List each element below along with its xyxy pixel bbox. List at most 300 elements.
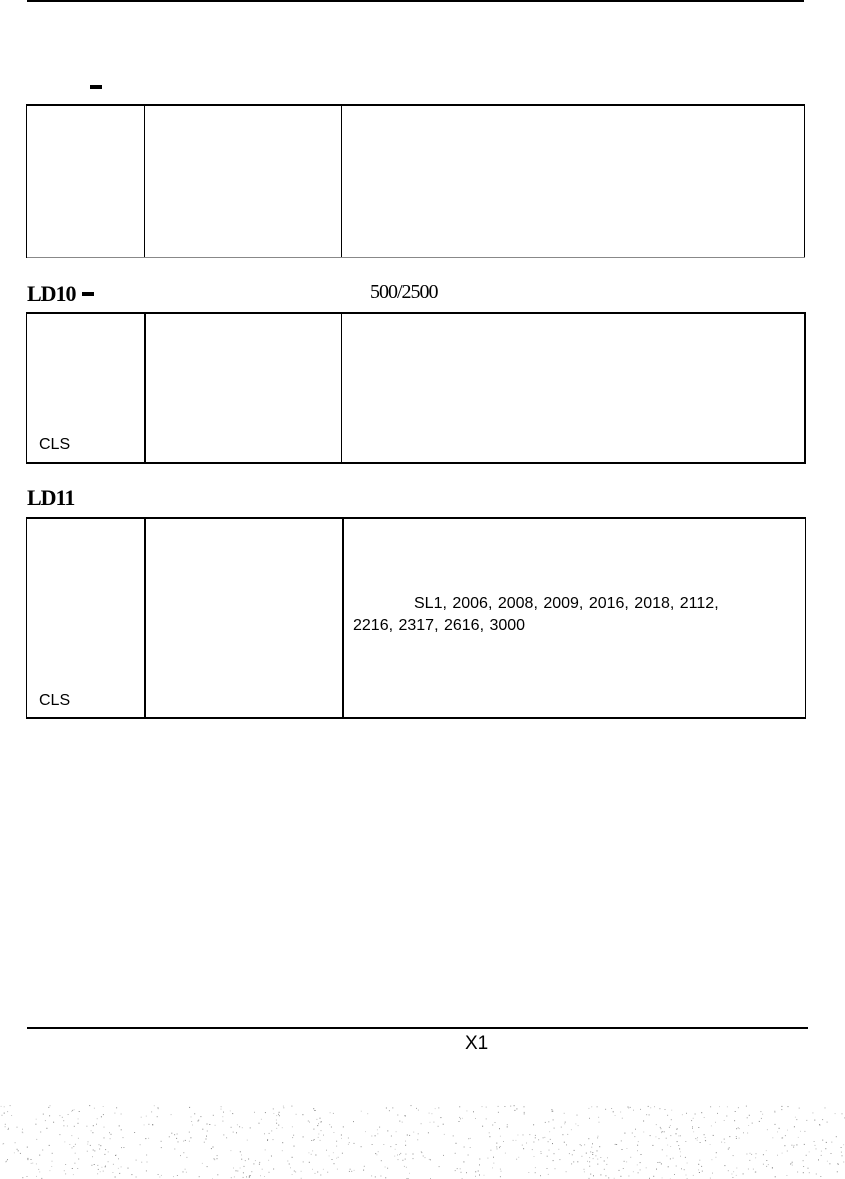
noise-speck [717, 1113, 718, 1114]
noise-speck [94, 1108, 95, 1109]
noise-speck [698, 1127, 699, 1128]
noise-speck [800, 1131, 801, 1132]
noise-speck [350, 1169, 351, 1170]
noise-speck [239, 1126, 240, 1127]
noise-speck [680, 1151, 681, 1152]
noise-speck [230, 1150, 231, 1151]
noise-speck [5, 1161, 6, 1162]
noise-speck [308, 1121, 309, 1122]
noise-speck [276, 1120, 277, 1121]
noise-speck [215, 1125, 216, 1126]
noise-speck [49, 1170, 50, 1171]
noise-speck [429, 1113, 430, 1114]
noise-speck [767, 1129, 768, 1130]
noise-speck [655, 1136, 656, 1137]
noise-speck [589, 1161, 590, 1162]
noise-speck [691, 1120, 692, 1121]
noise-speck [479, 1164, 480, 1165]
noise-speck [671, 1110, 672, 1111]
noise-speck [240, 1168, 241, 1169]
noise-speck [455, 1153, 456, 1154]
noise-speck [821, 1155, 822, 1156]
noise-speck [443, 1124, 444, 1125]
noise-speck [385, 1177, 386, 1178]
noise-speck [659, 1138, 660, 1139]
noise-speck [329, 1124, 330, 1125]
noise-speck [746, 1154, 747, 1155]
noise-speck [743, 1173, 744, 1174]
noise-speck [484, 1175, 485, 1176]
noise-speck [269, 1172, 270, 1173]
noise-speck [569, 1153, 570, 1154]
noise-speck [309, 1122, 310, 1123]
noise-speck [820, 1176, 821, 1177]
table-left-border [26, 517, 27, 719]
noise-speck [290, 1167, 291, 1168]
noise-speck [213, 1147, 214, 1148]
noise-speck [679, 1148, 680, 1149]
noise-speck [236, 1132, 237, 1133]
noise-speck [375, 1153, 376, 1154]
noise-speck [99, 1144, 100, 1145]
noise-speck [547, 1168, 548, 1169]
noise-speck [822, 1140, 823, 1141]
noise-speck [73, 1174, 74, 1175]
noise-speck [90, 1145, 91, 1146]
noise-speck [662, 1131, 663, 1132]
noise-speck [128, 1168, 129, 1169]
noise-speck [634, 1136, 635, 1137]
noise-speck [178, 1141, 179, 1142]
noise-speck [591, 1147, 592, 1148]
noise-speck [624, 1133, 625, 1134]
noise-speck [759, 1121, 760, 1122]
noise-speck [637, 1150, 638, 1151]
noise-speck [598, 1117, 599, 1118]
noise-speck [148, 1138, 149, 1139]
noise-speck [796, 1119, 797, 1120]
noise-speck [604, 1161, 605, 1162]
noise-speck [444, 1134, 445, 1135]
noise-speck [837, 1171, 838, 1172]
noise-speck [119, 1125, 120, 1126]
noise-speck [697, 1140, 698, 1141]
noise-speck [413, 1158, 414, 1159]
noise-speck [788, 1106, 789, 1107]
noise-speck [233, 1132, 234, 1133]
noise-speck [529, 1134, 530, 1135]
noise-speck [49, 1145, 50, 1146]
noise-speck [377, 1129, 378, 1130]
noise-speck [100, 1171, 101, 1172]
noise-speck [453, 1135, 454, 1136]
noise-speck [593, 1175, 594, 1176]
noise-speck [749, 1115, 750, 1116]
noise-speck [105, 1149, 106, 1150]
noise-speck [552, 1143, 553, 1144]
noise-speck [660, 1127, 661, 1128]
noise-speck [799, 1108, 800, 1109]
noise-speck [348, 1138, 349, 1139]
noise-speck [564, 1142, 565, 1143]
noise-speck [74, 1163, 75, 1164]
noise-speck [289, 1164, 290, 1165]
noise-speck [402, 1160, 403, 1161]
noise-speck [564, 1113, 565, 1114]
noise-speck [792, 1162, 793, 1163]
noise-speck [514, 1110, 515, 1111]
noise-speck [123, 1147, 124, 1148]
noise-speck [398, 1159, 399, 1160]
noise-speck [592, 1152, 593, 1153]
noise-speck [626, 1161, 627, 1162]
noise-speck [566, 1171, 567, 1172]
noise-speck [249, 1177, 250, 1178]
noise-speck [313, 1129, 314, 1130]
noise-speck [53, 1122, 54, 1123]
noise-speck [584, 1169, 585, 1170]
noise-speck [121, 1166, 122, 1167]
noise-speck [620, 1112, 621, 1113]
noise-speck [782, 1137, 783, 1138]
noise-speck [343, 1126, 344, 1127]
noise-speck [630, 1157, 631, 1158]
noise-speck [39, 1171, 40, 1172]
noise-speck [317, 1125, 318, 1126]
noise-speck [504, 1106, 505, 1107]
noise-speck [318, 1134, 319, 1135]
noise-speck [316, 1119, 317, 1120]
noise-speck [247, 1140, 248, 1141]
noise-speck [650, 1135, 651, 1136]
noise-speck [308, 1152, 309, 1153]
noise-speck [748, 1125, 749, 1126]
noise-speck [50, 1105, 51, 1106]
noise-speck [145, 1138, 146, 1139]
noise-speck [693, 1175, 694, 1176]
noise-speck [716, 1152, 717, 1153]
noise-speck [550, 1139, 551, 1140]
noise-speck [338, 1157, 339, 1158]
noise-speck [320, 1175, 321, 1176]
noise-speck [835, 1113, 836, 1114]
noise-speck [265, 1112, 266, 1113]
noise-speck [101, 1167, 102, 1168]
noise-speck [659, 1108, 660, 1109]
noise-speck [20, 1153, 21, 1154]
noise-speck [533, 1142, 534, 1143]
noise-speck [204, 1142, 205, 1143]
noise-speck [736, 1138, 737, 1139]
noise-speck [209, 1124, 210, 1125]
noise-speck [244, 1166, 245, 1167]
noise-speck [200, 1116, 201, 1117]
noise-speck [643, 1132, 644, 1133]
noise-speck [253, 1163, 254, 1164]
noise-speck [405, 1154, 406, 1155]
noise-speck [535, 1167, 536, 1168]
noise-speck [736, 1128, 737, 1129]
noise-speck [118, 1168, 119, 1169]
noise-speck [791, 1145, 792, 1146]
noise-speck [806, 1120, 807, 1121]
noise-speck [755, 1172, 756, 1173]
noise-speck [842, 1113, 843, 1114]
noise-speck [809, 1151, 810, 1152]
noise-speck [597, 1137, 598, 1138]
noise-speck [798, 1137, 799, 1138]
noise-speck [249, 1176, 250, 1177]
noise-speck [391, 1136, 392, 1137]
noise-speck [768, 1164, 769, 1165]
noise-speck [255, 1160, 256, 1161]
noise-speck [365, 1131, 366, 1132]
noise-speck [62, 1117, 63, 1118]
noise-speck [670, 1125, 671, 1126]
noise-speck [22, 1132, 23, 1133]
noise-speck [18, 1150, 19, 1151]
noise-speck [766, 1150, 767, 1151]
noise-speck [254, 1112, 255, 1113]
noise-speck [294, 1146, 295, 1147]
noise-speck [549, 1131, 550, 1132]
noise-speck [541, 1153, 542, 1154]
noise-speck [159, 1177, 160, 1178]
noise-speck [698, 1164, 699, 1165]
noise-speck [710, 1178, 711, 1179]
noise-speck [443, 1155, 444, 1156]
noise-speck [743, 1132, 744, 1133]
noise-speck [217, 1155, 218, 1156]
noise-speck [264, 1133, 265, 1134]
noise-speck [661, 1163, 662, 1164]
noise-speck [475, 1118, 476, 1119]
noise-speck [36, 1139, 37, 1140]
noise-speck [468, 1155, 469, 1156]
noise-speck [652, 1145, 653, 1146]
noise-speck [375, 1135, 376, 1136]
noise-speck [93, 1150, 94, 1151]
noise-speck [342, 1153, 343, 1154]
noise-speck [92, 1132, 93, 1133]
noise-speck [71, 1111, 72, 1112]
noise-speck [578, 1125, 579, 1126]
noise-speck [312, 1150, 313, 1151]
section-subtitle-500-2500: 500/2500 [370, 281, 438, 303]
noise-speck [108, 1161, 109, 1162]
noise-speck [64, 1141, 65, 1142]
noise-speck [67, 1126, 68, 1127]
noise-speck [406, 1167, 407, 1168]
noise-speck [676, 1129, 677, 1130]
noise-speck [562, 1134, 563, 1135]
noise-speck [686, 1113, 687, 1114]
noise-speck [383, 1144, 384, 1145]
noise-speck [678, 1135, 679, 1136]
noise-speck [558, 1149, 559, 1150]
noise-speck [248, 1159, 249, 1160]
noise-speck [676, 1166, 677, 1167]
noise-speck [589, 1166, 590, 1167]
noise-speck [747, 1133, 748, 1134]
noise-speck [385, 1167, 386, 1168]
noise-speck [548, 1141, 549, 1142]
noise-speck [278, 1114, 279, 1115]
noise-speck [336, 1146, 337, 1147]
noise-speck [331, 1127, 332, 1128]
noise-speck [48, 1107, 49, 1108]
noise-speck [524, 1113, 525, 1114]
noise-speck [323, 1135, 324, 1136]
noise-speck [524, 1106, 525, 1107]
noise-speck [571, 1163, 572, 1164]
noise-speck [264, 1176, 265, 1177]
noise-speck [827, 1122, 828, 1123]
noise-speck [36, 1119, 37, 1120]
noise-speck [140, 1144, 141, 1145]
noise-speck [395, 1149, 396, 1150]
noise-speck [42, 1150, 43, 1151]
noise-speck [809, 1172, 810, 1173]
noise-speck [674, 1174, 675, 1175]
noise-speck [213, 1115, 214, 1116]
noise-speck [93, 1125, 94, 1126]
noise-speck [593, 1158, 594, 1159]
noise-speck [503, 1141, 504, 1142]
noise-speck [668, 1166, 669, 1167]
noise-speck [22, 1177, 23, 1178]
noise-speck [233, 1168, 234, 1169]
noise-speck [91, 1130, 92, 1131]
noise-speck [78, 1123, 79, 1124]
noise-speck [311, 1154, 312, 1155]
noise-speck [561, 1127, 562, 1128]
noise-speck [728, 1170, 729, 1171]
noise-speck [186, 1172, 187, 1173]
noise-speck [174, 1149, 175, 1150]
noise-speck [549, 1150, 550, 1151]
noise-speck [189, 1132, 190, 1133]
noise-speck [665, 1109, 666, 1110]
noise-speck [526, 1143, 527, 1144]
noise-speck [161, 1147, 162, 1148]
noise-speck [198, 1121, 199, 1122]
noise-speck [726, 1116, 727, 1117]
table-column-divider [342, 517, 344, 719]
noise-speck [89, 1105, 90, 1106]
noise-speck [282, 1150, 283, 1151]
noise-speck [223, 1112, 224, 1113]
noise-speck [814, 1120, 815, 1121]
noise-speck [292, 1174, 293, 1175]
noise-speck [592, 1154, 593, 1155]
noise-speck [407, 1135, 408, 1136]
noise-speck [268, 1160, 269, 1161]
noise-speck [333, 1113, 334, 1114]
noise-speck [637, 1164, 638, 1165]
noise-speck [27, 1159, 28, 1160]
noise-speck [605, 1109, 606, 1110]
noise-speck [337, 1169, 338, 1170]
noise-speck [232, 1113, 233, 1114]
noise-speck [79, 1111, 80, 1112]
noise-speck [438, 1126, 439, 1127]
noise-speck [825, 1148, 826, 1149]
noise-speck [242, 1127, 243, 1128]
noise-speck [49, 1115, 50, 1116]
noise-speck [64, 1170, 65, 1171]
noise-speck [221, 1109, 222, 1110]
noise-speck [292, 1126, 293, 1127]
noise-speck [466, 1172, 467, 1173]
noise-speck [762, 1114, 763, 1115]
noise-speck [116, 1155, 117, 1156]
noise-speck [677, 1141, 678, 1142]
noise-speck [191, 1116, 192, 1117]
noise-speck [301, 1171, 302, 1172]
noise-speck [589, 1157, 590, 1158]
noise-speck [214, 1159, 215, 1160]
noise-speck [693, 1118, 694, 1119]
noise-speck [387, 1168, 388, 1169]
noise-speck [134, 1132, 135, 1133]
noise-speck [151, 1111, 152, 1112]
noise-speck [115, 1177, 116, 1178]
noise-speck [202, 1129, 203, 1130]
noise-speck [389, 1110, 390, 1111]
noise-speck [796, 1144, 797, 1145]
noise-speck [739, 1138, 740, 1139]
noise-speck [78, 1159, 79, 1160]
noise-speck [710, 1144, 711, 1145]
noise-speck [320, 1140, 321, 1141]
noise-speck [157, 1116, 158, 1117]
noise-speck [473, 1111, 474, 1112]
noise-speck [8, 1128, 9, 1129]
scan-noise [0, 1095, 845, 1179]
noise-speck [131, 1174, 132, 1175]
noise-speck [27, 1147, 28, 1148]
noise-speck [250, 1127, 251, 1128]
noise-speck [191, 1121, 192, 1122]
noise-speck [243, 1172, 244, 1173]
noise-speck [397, 1115, 398, 1116]
noise-speck [72, 1168, 73, 1169]
noise-speck [554, 1128, 555, 1129]
noise-speck [667, 1115, 668, 1116]
noise-speck [738, 1127, 739, 1128]
noise-speck [597, 1159, 598, 1160]
noise-speck [430, 1122, 431, 1123]
noise-speck [413, 1132, 414, 1133]
noise-speck [119, 1173, 120, 1174]
noise-speck [405, 1141, 406, 1142]
noise-speck [361, 1146, 362, 1147]
noise-speck [314, 1139, 315, 1140]
noise-speck [814, 1141, 815, 1142]
noise-speck [779, 1128, 780, 1129]
noise-speck [161, 1141, 162, 1142]
noise-speck [637, 1145, 638, 1146]
noise-speck [667, 1145, 668, 1146]
noise-speck [100, 1145, 101, 1146]
noise-speck [532, 1149, 533, 1150]
noise-speck [548, 1121, 549, 1122]
noise-speck [1, 1106, 2, 1107]
noise-speck [121, 1129, 122, 1130]
noise-speck [739, 1128, 740, 1129]
noise-speck [580, 1144, 581, 1145]
